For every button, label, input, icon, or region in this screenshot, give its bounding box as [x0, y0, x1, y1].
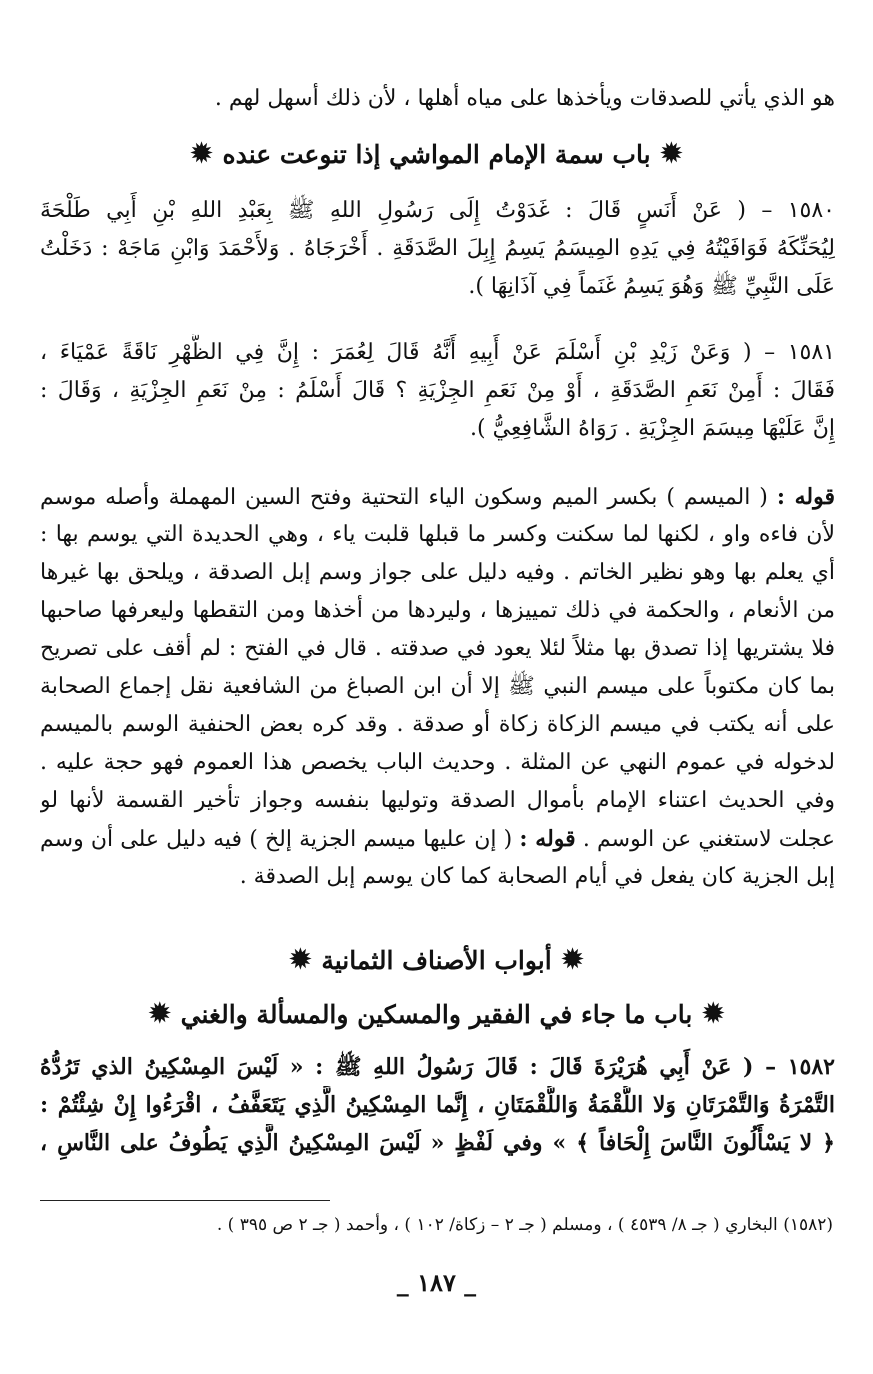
- hadith-1580: [40, 192, 835, 306]
- hadith-line: فَقَالَ : أَمِنْ نَعَمِ الصَّدَقَةِ ، أَوْ مِنْ نَعَمِ الجِزْيَةِ ؟ قَالَ أَسْلَمُ : مِنْ نَعَمِ الجِزْيَةِ ، وَقَالَ :: [40, 378, 835, 403]
- page-number: _ ١٨٧ _: [396, 1268, 477, 1297]
- commentary-line: وفي الحديث اعتناء الإمام بأموال الصدقة وتوليها بنفسه وجواز تأخير القسمة لأنها لو: [40, 788, 835, 813]
- hadith-1581: [40, 334, 835, 448]
- commentary: [40, 478, 835, 896]
- hadith-line: ﴿ لا يَسْأَلُونَ النَّاسَ إِلْحَافاً ﴾ » وفي لَفْظٍ « لَيْسَ المِسْكِينُ الَّذِي يَطُوفُ على النَّاسِ ،: [40, 1130, 835, 1156]
- intro-line: هو الذي يأتي للصدقات ويأخذها على مياه أهلها ، لأن ذلك أسهل لهم .: [214, 86, 835, 111]
- commentary-line: فلا يشتريها إذا تصدق بها مثلاً لئلا يعود في صدقته . قال في الفتح : لم أقف على تصريح: [40, 636, 835, 661]
- commentary-line: على أنه يكتب في ميسم الزكاة زكاة أو صدقة . وقد كره بعض الحنفية الوسم بالميسم: [40, 712, 835, 737]
- commentary-line: لدخوله في عموم النهي عن المثلة . وحديث الباب يخصص هذا العموم فهو حجة عليه .: [40, 750, 835, 775]
- hadith-line: عَلَى النَّبِيِّ ﷺ وَهُوَ يَسِمُ غَنَماً فِي آذَانِهَا ).: [468, 274, 835, 299]
- section-heading-eight-categories: [0, 936, 873, 984]
- star-ornament-icon: ✹: [702, 999, 725, 1029]
- chapter-heading-text: باب سمة الإمام المواشي إذا تنوعت عنده: [222, 139, 651, 169]
- hadith-line: ١٥٨١ – ( وَعَنْ زَيْدِ بْنِ أَسْلَمَ عَنْ أَبِيهِ أَنَّهُ قَالَ لِعُمَرَ : إِنَّ فِي الظَّهْرِ نَاقَةً عَمْيَاءَ ،: [40, 340, 835, 365]
- star-ornament-icon: ✹: [561, 945, 584, 975]
- chapter-heading-branding: [0, 130, 873, 178]
- commentary-line: [40, 820, 835, 858]
- commentary-line: [40, 478, 835, 516]
- commentary-label: قوله :: [776, 484, 835, 510]
- footnote-separator: [40, 1200, 330, 1201]
- section-heading-text: أبواب الأصناف الثمانية: [321, 945, 552, 975]
- commentary-label: قوله :: [519, 826, 576, 852]
- star-ornament-icon: ✹: [148, 999, 171, 1029]
- chapter-heading-poor: [0, 990, 873, 1038]
- hadith-line: ١٥٨٠ – ( عَنْ أَنَسٍ قَالَ : غَدَوْتُ إِلَى رَسُولِ اللهِ ﷺ بِعَبْدِ اللهِ بْنِ أَبِي طَلْحَةَ: [40, 198, 835, 223]
- footnote: (١٥٨٢) البخاري ( جـ ٨/ ٤٥٣٩ ) ، ومسلم ( جـ ٢ – زكاة/ ١٠٢ ) ، وأحمد ( جـ ٢ ص ٣٩٥ ) .: [216, 1215, 833, 1235]
- commentary-text: عجلت لاستغني عن الوسم .: [582, 827, 835, 852]
- commentary-line: بما كان مكتوباً على ميسم النبي ﷺ إلا أن ابن الصباغ من الشافعية نقل إجماع الصحابة: [40, 674, 835, 699]
- commentary-line: من الأنعام ، والحكمة في ذلك تمييزها ، وليردها من أخذها ومن التقطها وليعرفها صاحبها: [40, 598, 835, 623]
- star-ornament-icon: ✹: [190, 139, 213, 169]
- hadith-1582: [40, 1048, 835, 1162]
- chapter-heading-text: باب ما جاء في الفقير والمسكين والمسألة والغني: [180, 999, 693, 1029]
- commentary-line: أي يعلم بها وهو نظير الخاتم . وفيه دليل على جواز وسم إبل الصدقة ، ويلحق بها غيرها: [40, 560, 835, 585]
- commentary-text: ( الميسم ) بكسر الميم وسكون الياء التحتية وفتح السين المهملة وأصله موسم: [40, 485, 768, 510]
- star-ornament-icon: ✹: [289, 945, 312, 975]
- commentary-line: لأن فاءه واو ، لكنها لما سكنت وكسر ما قبلها قلبت ياء ، وهي الحديدة التي يوسم بها :: [40, 522, 835, 547]
- star-ornament-icon: ✹: [660, 139, 683, 169]
- commentary-line: إبل الجزية كان يفعل في أيام الصحابة كما كان يوسم إبل الصدقة .: [239, 864, 835, 889]
- hadith-line: إِنَّ عَلَيْهَا مِيسَمَ الجِزْيَةِ . رَوَاهُ الشَّافِعِيُّ ).: [470, 416, 835, 441]
- commentary-text: ( إن عليها ميسم الجزية إلخ ) فيه دليل على أن وسم: [40, 827, 513, 852]
- hadith-line: لِيُحَنِّكَهُ فَوَافَيْتُهُ فِي يَدِهِ المِيسَمُ يَسِمُ إِبِلَ الصَّدَقَةِ . أَخْرَجَاهُ . وَلأَحْمَدَ وَابْنِ مَاجَهْ : دَخَلْتُ: [40, 236, 835, 261]
- hadith-line: ١٥٨٢ – ( عَنْ أَبِي هُرَيْرَةَ قَالَ : قَالَ رَسُولُ اللهِ ﷺ : « لَيْسَ المِسْكِينُ الذي تَرُدُّهُ: [40, 1054, 835, 1080]
- hadith-line: التَّمْرَةُ وَالتَّمْرَتَانِ وَلا اللُّقْمَةُ وَاللُّقْمَتَانِ ، إِنَّما المِسْكِينُ الَّذِي يَتَعَفَّفُ ، اقْرَءُوا إِنْ شِئْتُمْ :: [40, 1092, 835, 1118]
